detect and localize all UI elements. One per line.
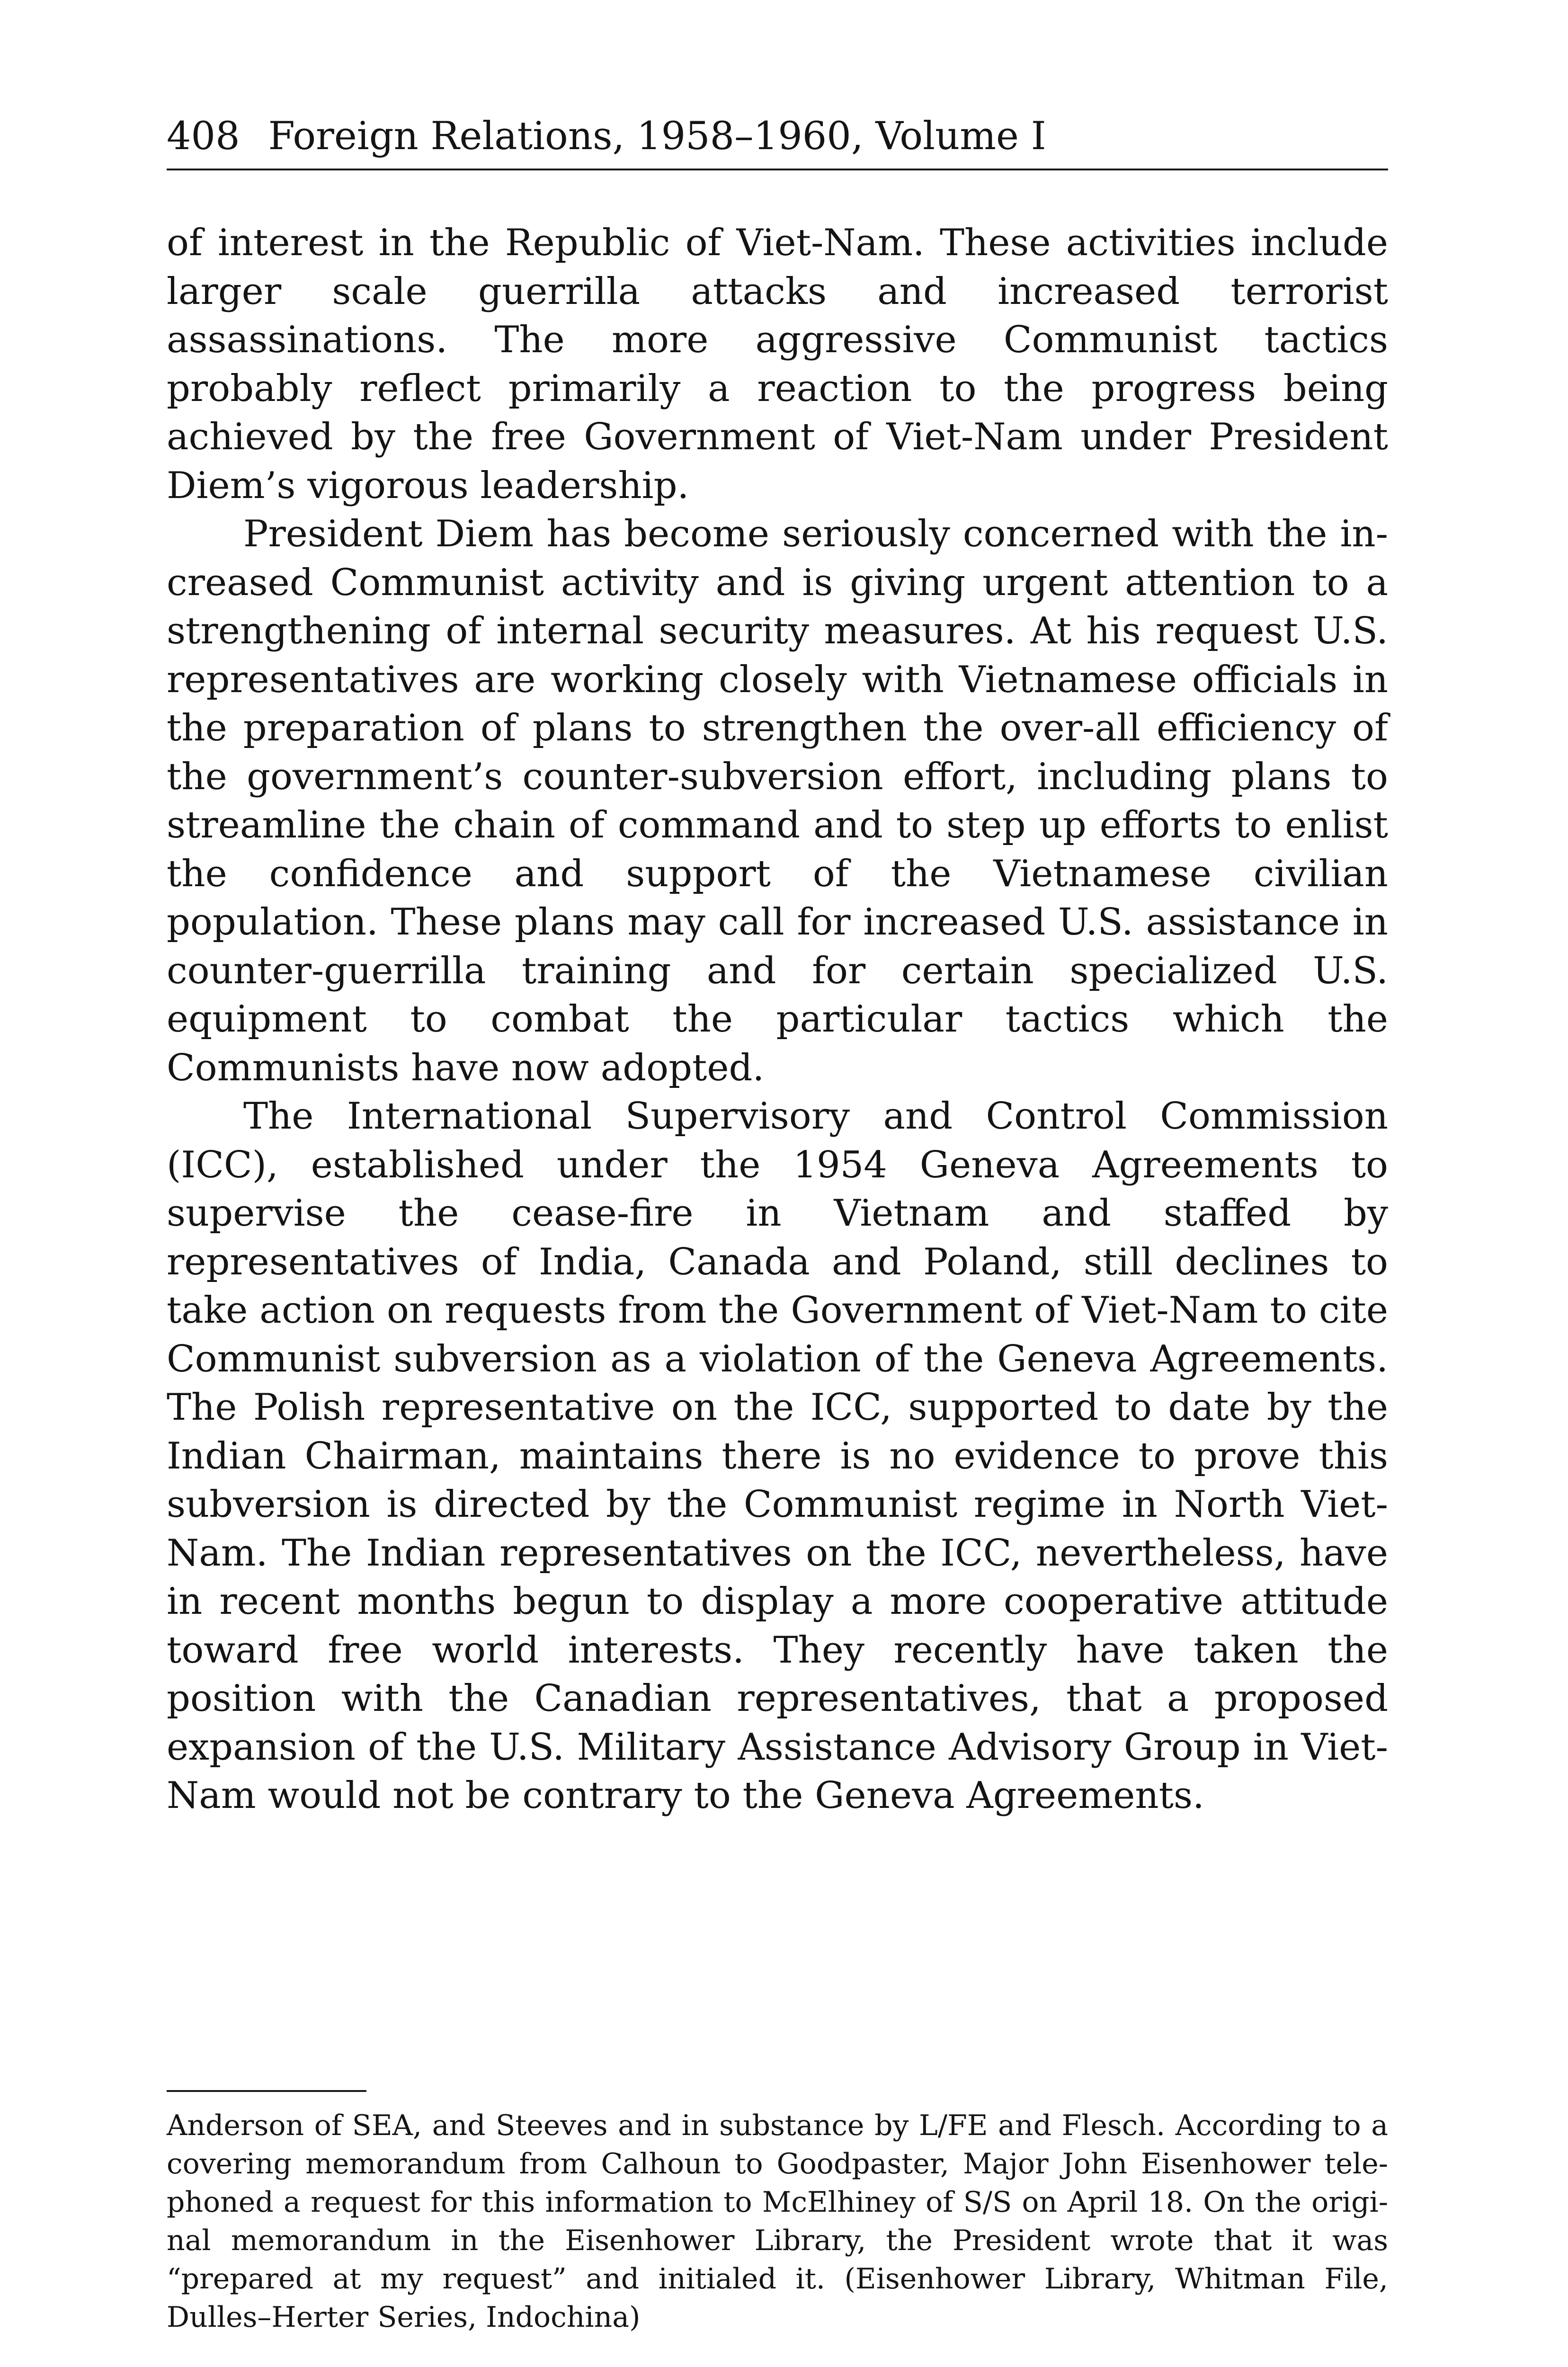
page-number: 408 — [167, 114, 240, 159]
body-text — [167, 219, 1388, 1820]
book-title: Foreign Relations, 1958–1960, Volume I — [268, 114, 1046, 159]
paragraph-2: President Diem has become seriously concerned with the increased Communist activity and is giving urgent attention to a strengthening of internal security measures. At his request U.S. representatives are working closely with Vietnamese officials in the preparation of plans to strengthen the over-all efficiency of the government’s counter-subversion effort, including plans to streamline the chain of command and to step up efforts to enlist the confidence and support of the Vietnamese civilian population. These plans may call for increased U.S. assistance in counter-guerrilla training and for certain specialized U.S. equipment to combat the particular tactics which the Communists have now adopted. — [167, 513, 1388, 1089]
footnote: Anderson of SEA, and Steeves and in substance by L/FE and Flesch. According to a covering memorandum from Calhoun to Goodpaster, Major John Eisenhower telephoned a request for this information to McElhiney of S/S on April 18. On the original memorandum in the Eisenhower Library, the President wrote that it was “prepared at my request” and initialed it. (Eisenhower Library, Whitman File, Dulles–Herter Series, Indochina) — [167, 2109, 1388, 2334]
paragraph-3: The International Supervisory and Control Commission (ICC), established under the 1954 Geneva Agreements to supervise the cease-fire in Vietnam and staffed by representatives of India, Canada and Poland, still declines to take action on requests from the Government of Viet-Nam to cite Communist subversion as a violation of the Geneva Agreements. The Polish representative on the ICC, supported to date by the Indian Chairman, maintains there is no evidence to prove this subversion is directed by the Communist regime in North Viet-Nam. The Indian representatives on the ICC, nevertheless, have in recent months begun to display a more cooperative attitude toward free world interests. They recently have taken the position with the Canadian representatives, that a proposed expansion of the U.S. Military Assistance Advisory Group in Viet-Nam would not be contrary to the Geneva Agreements. — [167, 1095, 1388, 1817]
footnote-divider — [167, 2090, 366, 2092]
running-header — [167, 113, 1388, 170]
paragraph-1: of interest in the Republic of Viet-Nam. These activities include larger scale guerrilla attacks and increased terrorist assassinations. The more aggressive Communist tactics probably reflect primarily a reaction to the progress being achieved by the free Government of Viet-Nam under President Diem’s vigorous leadership. — [167, 222, 1388, 507]
